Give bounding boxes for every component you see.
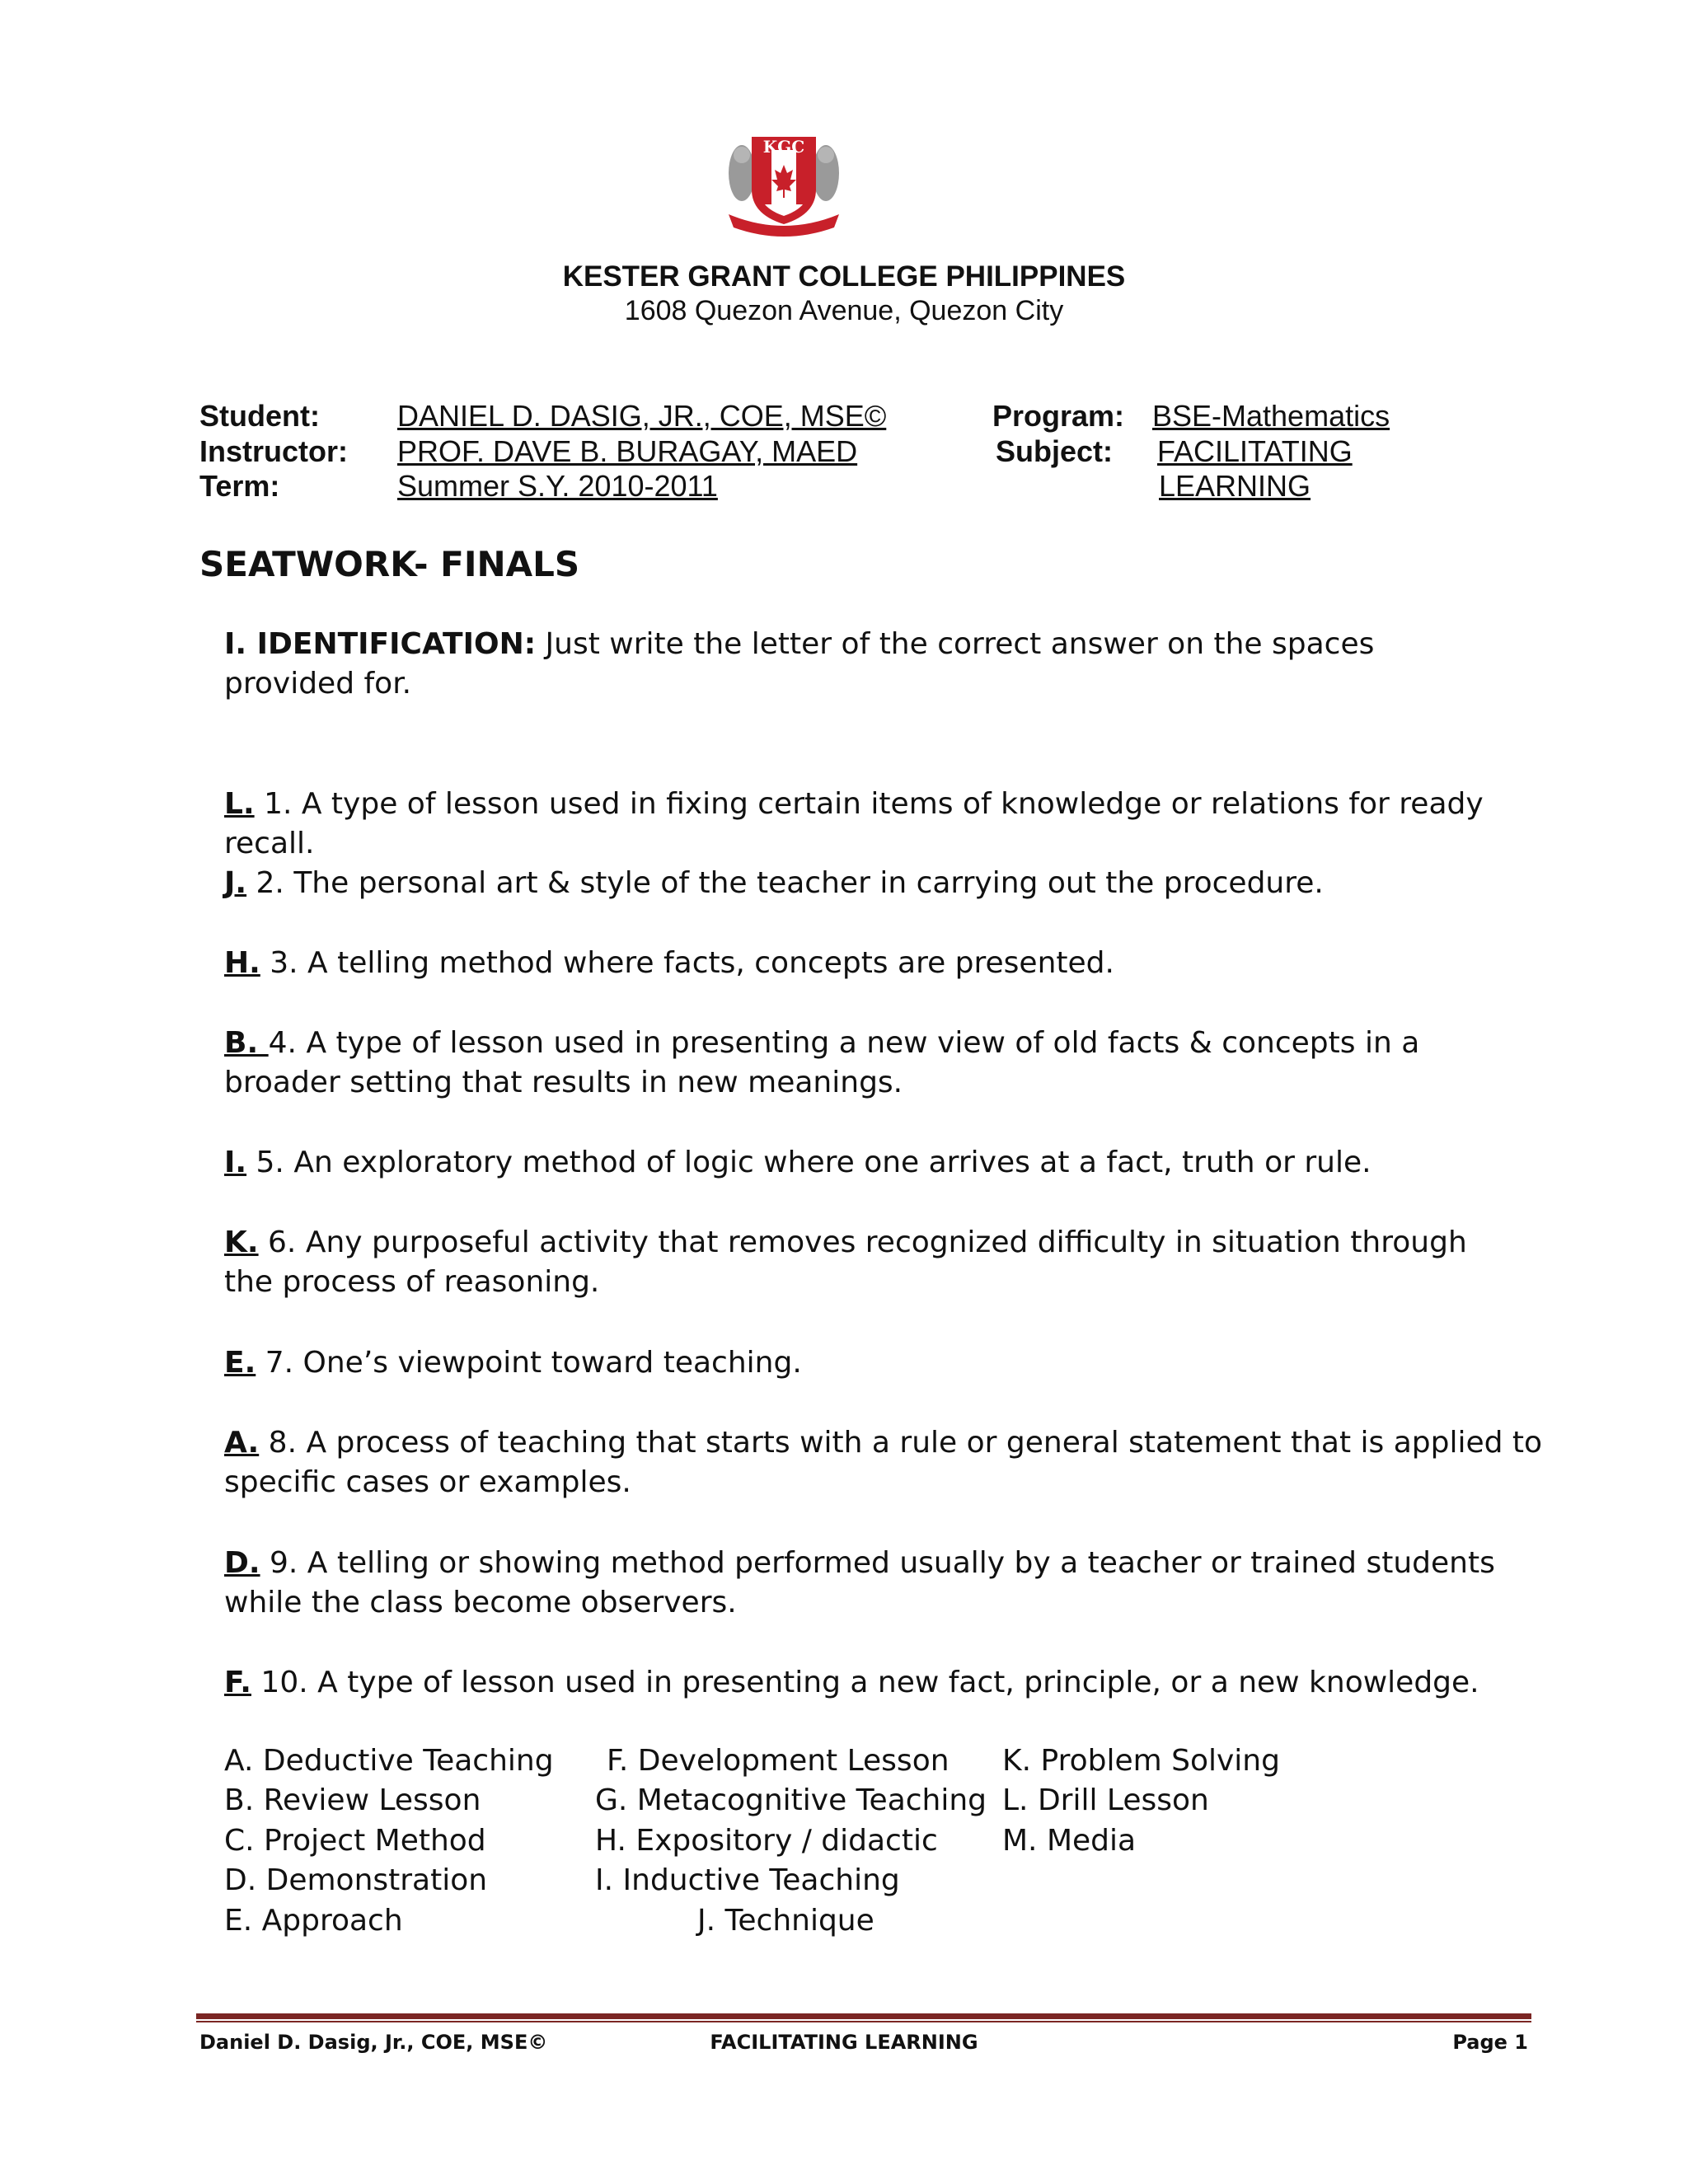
college-logo: [724, 122, 844, 237]
answer-letter: D.: [224, 1546, 260, 1580]
choice-item: E. Approach: [224, 1904, 403, 1938]
question-text: 7. One’s viewpoint toward teaching.: [256, 1346, 802, 1380]
answer-letter: L.: [224, 787, 255, 821]
college-address: 1608 Quezon Avenue, Quezon City: [624, 295, 1064, 326]
question-item: [224, 1223, 1510, 1302]
question-item: [224, 1663, 1543, 1703]
choice-item: G. Metacognitive Teaching: [595, 1783, 987, 1817]
answer-letter: K.: [224, 1226, 259, 1259]
choice-item: J. Technique: [697, 1904, 874, 1938]
program-value: BSE-Mathematics: [1152, 399, 1390, 433]
question-item: [224, 944, 1543, 983]
question-text: 2. The personal art & style of the teacher in carrying out the procedure.: [246, 866, 1324, 900]
choice-item: H. Expository / didactic: [595, 1824, 938, 1858]
footer-subject: FACILITATING LEARNING: [710, 2031, 978, 2054]
subject-value-line1: FACILITATING: [1157, 434, 1353, 468]
instructor-label: Instructor:: [199, 434, 348, 468]
page-title: SEATWORK- FINALS: [199, 544, 580, 584]
choice-item: I. Inductive Teaching: [595, 1863, 900, 1897]
term-label: Term:: [199, 469, 280, 503]
footer-author: Daniel D. Dasig, Jr., COE, MSE©: [199, 2031, 548, 2054]
answer-letter: I.: [224, 1146, 247, 1179]
footer-rule: [196, 2013, 1531, 2019]
answer-letter: A.: [224, 1426, 260, 1460]
choice-item: L. Drill Lesson: [1002, 1783, 1209, 1817]
question-text: 10. A type of lesson used in presenting a new fact, principle, or a new knowledge.: [251, 1666, 1479, 1699]
question-text: 9. A telling or showing method performed usually by a teacher or trained students while the class become observers.: [224, 1546, 1495, 1619]
question-item: [224, 1143, 1543, 1183]
choice-item: A. Deductive Teaching: [224, 1744, 554, 1778]
subject-value-line2: LEARNING: [1159, 469, 1311, 503]
choice-item: M. Media: [1002, 1824, 1137, 1858]
student-value: DANIEL D. DASIG, JR., COE, MSE©: [397, 399, 887, 433]
college-name: KESTER GRANT COLLEGE PHILIPPINES: [562, 260, 1126, 293]
question-text: 8. A process of teaching that starts with a rule or general statement that is applied to specific cases or examples.: [224, 1426, 1543, 1499]
question-item: [224, 1423, 1543, 1502]
answer-letter: H.: [224, 946, 260, 980]
question-item: [224, 1544, 1510, 1623]
choice-item: K. Problem Solving: [1002, 1744, 1280, 1778]
answer-letter: E.: [224, 1346, 256, 1380]
choice-item: C. Project Method: [224, 1824, 486, 1858]
question-text: 5. An exploratory method of logic where one arrives at a fact, truth or rule.: [246, 1146, 1372, 1179]
instructions-heading: I. IDENTIFICATION:: [224, 627, 537, 661]
term-value: Summer S.Y. 2010-2011: [397, 469, 718, 503]
logo-text: KGC: [762, 137, 805, 157]
subject-label: Subject:: [996, 434, 1114, 468]
question-item: [224, 1343, 1543, 1383]
footer-rule-thin: [196, 2021, 1531, 2022]
question-text: 1. A type of lesson used in fixing certain items of knowledge or relations for ready recall.: [224, 787, 1484, 860]
question-item: [224, 864, 1543, 903]
choice-item: F. Development Lesson: [607, 1744, 950, 1778]
student-label: Student:: [199, 399, 320, 433]
instructions-text: Just write the letter of the correct answer on the spaces provided for.: [224, 627, 1375, 701]
instructor-value: PROF. DAVE B. BURAGAY, MAED: [397, 434, 858, 468]
footer-page-number: Page 1: [1452, 2031, 1528, 2054]
question-item: [224, 1024, 1461, 1103]
choice-item: D. Demonstration: [224, 1863, 488, 1897]
answer-letter: B.: [224, 1026, 269, 1060]
answer-letter: J.: [224, 866, 247, 900]
instructions: [224, 625, 1461, 704]
question-text: 4. A type of lesson used in presenting a new view of old facts & concepts in a broader setting that results in new meanings.: [224, 1026, 1420, 1099]
question-item: [224, 785, 1543, 864]
choice-item: B. Review Lesson: [224, 1783, 481, 1817]
question-text: 3. A telling method where facts, concepts are presented.: [260, 946, 1114, 980]
question-text: 6. Any purposeful activity that removes recognized difficulty in situation through the process of reasoning.: [224, 1226, 1467, 1299]
answer-letter: F.: [224, 1666, 251, 1699]
program-label: Program:: [992, 399, 1125, 433]
